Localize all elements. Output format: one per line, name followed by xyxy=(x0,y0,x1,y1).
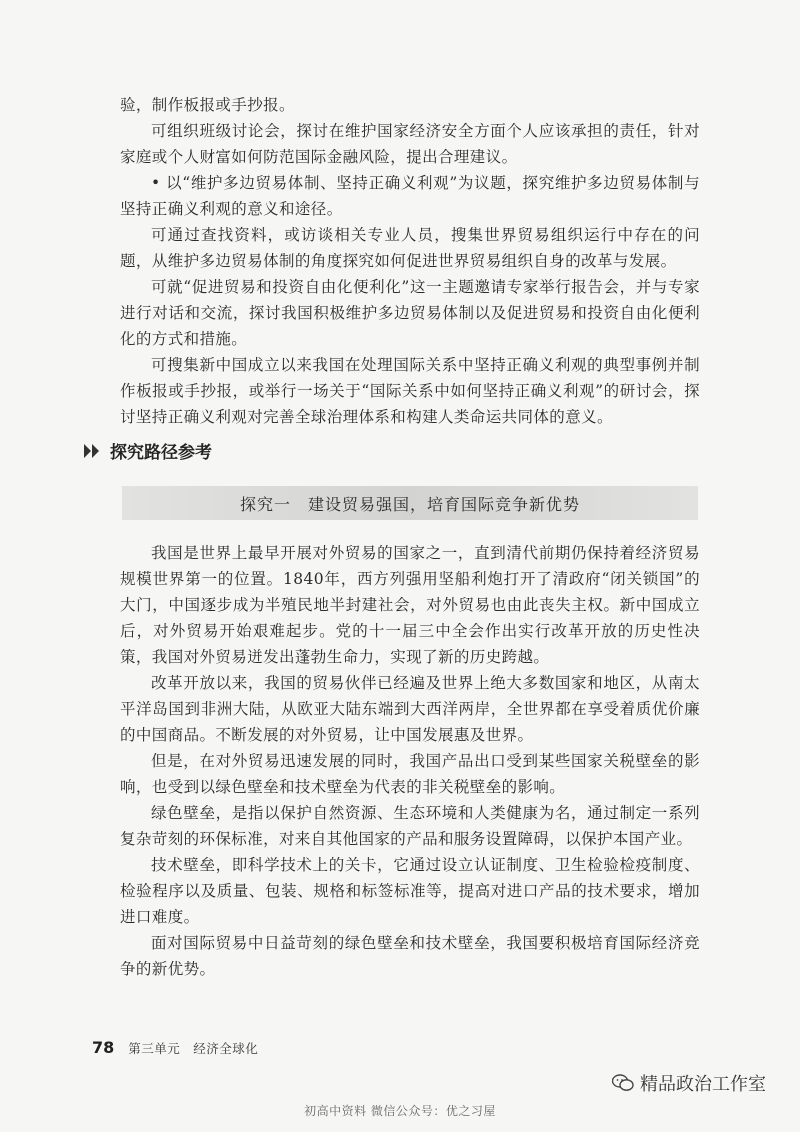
bottom-watermark: 初高中资料 微信公众号：优之习屋 xyxy=(304,1104,496,1118)
inquiry-banner xyxy=(122,486,698,520)
top-paragraph: 验，制作板报或手抄报。 xyxy=(120,96,295,114)
top-text-block xyxy=(120,92,700,430)
body-paragraph: 但是，在对外贸易迅速发展的同时，我国产品出口受到某些国家关税壁垒的影响，也受到以绿色壁垒和技术壁垒为代表的非关税壁垒的影响。 xyxy=(120,752,700,796)
top-paragraph: 可通过查找资料，或访谈相关专业人员，搜集世界贸易组织运行中存在的问题，从维护多边贸易体制的角度探究如何促进世界贸易组织自身的改革与发展。 xyxy=(120,226,700,270)
body-paragraph: 面对国际贸易中日益苛刻的绿色壁垒和技术壁垒，我国要积极培育国际经济竞争的新优势。 xyxy=(120,934,700,978)
watermark-brand xyxy=(612,1070,766,1096)
section-title: 探究路径参考 xyxy=(110,443,212,463)
body-paragraph: 绿色壁垒，是指以保护自然资源、生态环境和人类健康为名，通过制定一系列复杂苛刻的环保标准，对来自其他国家的产品和服务设置障碍，以保护本国产业。 xyxy=(120,804,700,848)
wechat-icon xyxy=(612,1074,634,1092)
top-paragraph: 可组织班级讨论会，探讨在维护国家经济安全方面个人应该承担的责任，针对家庭或个人财富如何防范国际金融风险，提出合理建议。 xyxy=(120,122,700,166)
double-arrow-icon xyxy=(84,444,102,458)
page-number: 78 xyxy=(92,1038,115,1057)
top-paragraph: 可就“促进贸易和投资自由化便利化”这一主题邀请专家举行报告会，并与专家进行对话和交流，探讨我国积极维护多边贸易体制以及促进贸易和投资自由化便利化的方式和措施。 xyxy=(120,278,700,348)
top-paragraph: • 以“维护多边贸易体制、坚持正确义利观”为议题，探究维护多边贸易体制与坚持正确义利观的意义和途径。 xyxy=(120,174,700,218)
body-paragraph: 改革开放以来，我国的贸易伙伴已经遍及世界上绝大多数国家和地区，从南太平洋岛国到非洲大陆，从欧亚大陆东端到大西洋两岸，全世界都在享受着质优价廉的中国商品。不断发展的对外贸易，让中国发展惠及世界。 xyxy=(120,674,700,744)
page-footer xyxy=(92,1038,258,1057)
brand-text: 精品政治工作室 xyxy=(640,1074,766,1095)
body-paragraph: 技术壁垒，即科学技术上的关卡，它通过设立认证制度、卫生检验检疫制度、检验程序以及质量、包装、规格和标签标准等，提高对进口产品的技术要求，增加进口难度。 xyxy=(120,856,700,926)
unit-label: 第三单元 经济全球化 xyxy=(128,1041,259,1056)
body-paragraph: 我国是世界上最早开展对外贸易的国家之一，直到清代前期仍保持着经济贸易规模世界第一的位置。1840年，西方列强用坚船利炮打开了清政府“闭关锁国”的大门，中国逐步成为半殖民地半封建社会，对外贸易也由此丧失主权。新中国成立后，对外贸易开始艰难起步。党的十一届三中全会作出实行改革开放的历史性决策，我国对外贸易迸发出蓬勃生命力，实现了新的历史跨越。 xyxy=(120,544,700,666)
banner-title: 探究一 建设贸易强国，培育国际竞争新优势 xyxy=(239,494,580,514)
section-heading xyxy=(84,438,212,463)
body-text-block xyxy=(120,540,700,982)
top-paragraph: 可搜集新中国成立以来我国在处理国际关系中坚持正确义利观的典型事例并制作板报或手抄报，或举行一场关于“国际关系中如何坚持正确义利观”的研讨会，探讨坚持正确义利观对完善全球治理体系和构建人类命运共同体的意义。 xyxy=(120,356,700,426)
